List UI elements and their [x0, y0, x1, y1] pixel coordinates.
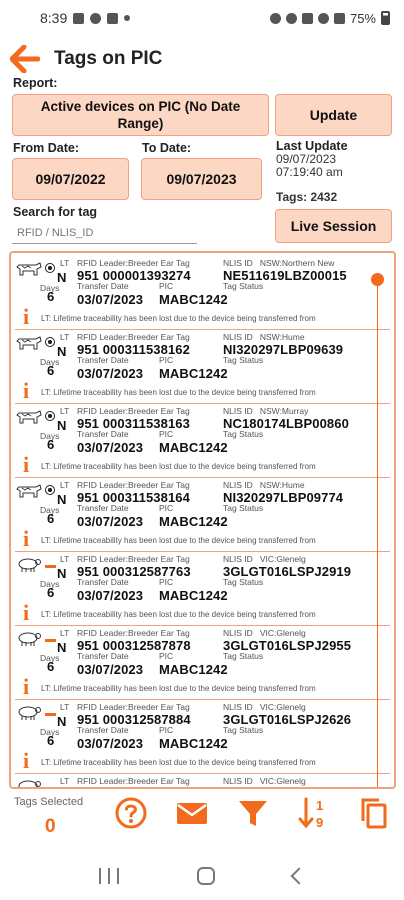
cloud-notification-icon: [90, 13, 101, 24]
search-input[interactable]: [12, 222, 197, 244]
lt-label: LT: [60, 776, 70, 786]
region-label: NSW:Murray: [259, 406, 309, 416]
transfer-date-value: 03/07/2023: [77, 736, 144, 751]
rfid-label: RFID Leader:Breeder Ear Tag: [77, 332, 190, 342]
page-title: Tags on PIC: [54, 48, 163, 69]
tag-status-label: Tag Status: [223, 503, 264, 513]
update-button[interactable]: Update: [275, 94, 392, 136]
lt-value: N: [57, 640, 67, 655]
signal-icon: [334, 13, 345, 24]
nlis-label: NLIS ID NSW:Murray: [223, 406, 309, 416]
alarm-icon: [270, 13, 281, 24]
region-label: NSW:Hume: [259, 480, 305, 490]
radio-dot-icon: [45, 337, 55, 347]
tags-selected-count: 0: [45, 816, 56, 837]
rfid-label: RFID Leader:Breeder Ear Tag: [77, 776, 190, 786]
region-label: VIC:Glenelg: [259, 702, 306, 712]
transfer-date-label: Transfer Date: [77, 281, 129, 291]
nlis-label: NLIS ID VIC:Glenelg: [223, 776, 306, 786]
tag-row[interactable]: [15, 626, 390, 700]
radio-dot-icon: [45, 411, 55, 421]
tag-row[interactable]: [15, 478, 390, 552]
nlis-id-value: NE511619LBZ00015: [223, 268, 347, 283]
lt-value: N: [57, 566, 67, 581]
wifi-icon: [318, 13, 329, 24]
recents-icon[interactable]: [99, 868, 119, 884]
help-icon[interactable]: [114, 796, 148, 830]
last-update-info: [276, 140, 348, 179]
lt-label: LT: [60, 406, 70, 416]
info-icon[interactable]: i: [23, 600, 30, 625]
transfer-date-label: Transfer Date: [77, 355, 129, 365]
sheep-icon: [16, 557, 42, 573]
rfid-value: 951 000311538164: [77, 490, 190, 505]
nlis-id-value: 3GLGT016LSPJ2626: [223, 712, 352, 727]
transfer-date-label: Transfer Date: [77, 725, 129, 735]
lt-message: LT: Lifetime traceability has been lost due to the device being transferred from: [41, 314, 316, 323]
tag-list[interactable]: [9, 251, 396, 789]
days-value: 6: [47, 437, 55, 452]
cow-icon: [16, 335, 42, 351]
transfer-date-value: 03/07/2023: [77, 514, 144, 529]
nlis-label: NLIS ID VIC:Glenelg: [223, 702, 306, 712]
pic-value: MABC1242: [159, 292, 228, 307]
days-label: Days: [40, 727, 60, 737]
device-status-indicator: [45, 485, 55, 495]
lt-message: LT: Lifetime traceability has been lost due to the device being transferred from: [41, 536, 316, 545]
sort-icon[interactable]: [297, 796, 331, 830]
lt-label: LT: [60, 628, 70, 638]
image-notification-icon: [107, 13, 118, 24]
pic-label: PIC: [159, 725, 174, 735]
tags-selected-label: Tags Selected: [14, 796, 84, 808]
transfer-date-value: 03/07/2023: [77, 366, 144, 381]
pic-label: PIC: [159, 355, 174, 365]
info-icon[interactable]: i: [23, 304, 30, 329]
search-label: Search for tag: [13, 205, 98, 219]
device-status-indicator: [45, 337, 55, 347]
last-update-label: Last Update: [276, 139, 348, 153]
tag-status-label: Tag Status: [223, 577, 264, 587]
nlis-id-value: NI320297LBP09639: [223, 342, 344, 357]
cow-icon: [16, 483, 42, 499]
days-value: 6: [47, 659, 55, 674]
lt-message: LT: Lifetime traceability has been lost due to the device being transferred from: [41, 684, 316, 693]
from-date-button[interactable]: 09/07/2022: [12, 158, 129, 200]
tag-status-label: Tag Status: [223, 281, 264, 291]
from-date-label: From Date:: [13, 141, 79, 155]
device-status-indicator: [45, 633, 56, 642]
pic-value: MABC1242: [159, 662, 228, 677]
report-label: Report:: [13, 76, 58, 90]
rfid-value: 951 000311538162: [77, 342, 190, 357]
days-value: 6: [47, 289, 55, 304]
back-icon[interactable]: [291, 868, 308, 885]
radio-dot-icon: [45, 485, 55, 495]
days-label: Days: [40, 431, 60, 441]
device-status-indicator: [45, 781, 56, 789]
sheep-icon: [16, 631, 42, 647]
status-bar: [0, 0, 404, 36]
days-value: 6: [47, 511, 55, 526]
lt-label: LT: [60, 554, 70, 564]
nlis-id-value: 3GLGT016LSPJ2955: [223, 638, 352, 653]
tag-row[interactable]: [15, 700, 390, 774]
lt-label: LT: [60, 258, 70, 268]
pic-label: PIC: [159, 503, 174, 513]
cow-icon: [16, 261, 42, 277]
lt-message: LT: Lifetime traceability has been lost due to the device being transferred from: [41, 462, 316, 471]
days-label: Days: [40, 579, 60, 589]
lt-value: N: [57, 270, 67, 285]
scrollbar-thumb[interactable]: [371, 273, 384, 286]
device-status-indicator: [45, 263, 55, 273]
tag-row[interactable]: [15, 256, 390, 330]
info-icon[interactable]: i: [23, 378, 30, 403]
transfer-date-label: Transfer Date: [77, 429, 129, 439]
pic-value: MABC1242: [159, 588, 228, 603]
lt-value: N: [57, 344, 67, 359]
back-arrow-icon[interactable]: [10, 45, 40, 73]
tag-row[interactable]: [15, 404, 390, 478]
dash-icon: [45, 787, 56, 789]
pic-value: MABC1242: [159, 736, 228, 751]
tag-status-label: Tag Status: [223, 429, 264, 439]
pic-label: PIC: [159, 281, 174, 291]
lt-message: LT: Lifetime traceability has been lost due to the device being transferred from: [41, 388, 316, 397]
transfer-date-label: Transfer Date: [77, 577, 129, 587]
tag-row[interactable]: [15, 774, 390, 789]
region-label: VIC:Glenelg: [259, 554, 306, 564]
scrollbar-track[interactable]: [377, 278, 378, 788]
pic-value: MABC1242: [159, 440, 228, 455]
transfer-date-label: Transfer Date: [77, 651, 129, 661]
lt-value: N: [57, 714, 67, 729]
info-icon[interactable]: i: [23, 748, 30, 773]
home-icon[interactable]: [197, 867, 215, 885]
days-label: Days: [40, 283, 60, 293]
rfid-label: RFID Leader:Breeder Ear Tag: [77, 554, 190, 564]
pic-label: PIC: [159, 577, 174, 587]
battery-icon: [381, 11, 390, 25]
info-icon[interactable]: i: [23, 452, 30, 477]
nlis-label: NLIS ID NSW:Hume: [223, 480, 305, 490]
nlis-label: NLIS ID VIC:Glenelg: [223, 554, 306, 564]
days-label: Days: [40, 505, 60, 515]
battery-percent: 75%: [349, 10, 376, 26]
report-select-button[interactable]: Active devices on PIC (No Date Range): [12, 94, 269, 136]
days-value: 6: [47, 585, 55, 600]
dot-notification-icon: [124, 15, 130, 21]
days-value: 6: [47, 733, 55, 748]
days-label: Days: [40, 653, 60, 663]
region-label: NSW:Hume: [259, 332, 305, 342]
region-label: VIC:Glenelg: [259, 776, 306, 786]
transfer-date-value: 03/07/2023: [77, 662, 144, 677]
rfid-value: 951 000312587878: [77, 638, 191, 653]
pic-label: PIC: [159, 651, 174, 661]
bottom-toolbar: [0, 792, 404, 842]
filter-icon[interactable]: [236, 796, 270, 830]
nlis-label: NLIS ID NSW:Northern New: [223, 258, 335, 268]
rfid-value: 951 000312587763: [77, 564, 191, 579]
dash-icon: [45, 639, 56, 642]
tag-row[interactable]: [15, 330, 390, 404]
nlis-id-value: NI320297LBP09774: [223, 490, 344, 505]
rfid-label: RFID Leader:Breeder Ear Tag: [77, 702, 190, 712]
rfid-label: RFID Leader:Breeder Ear Tag: [77, 406, 190, 416]
system-nav-bar: [0, 852, 404, 900]
svg-text:9: 9: [316, 815, 324, 830]
rfid-label: RFID Leader:Breeder Ear Tag: [77, 628, 190, 638]
nlis-label: NLIS ID NSW:Hume: [223, 332, 305, 342]
dash-icon: [45, 713, 56, 716]
transfer-date-label: Transfer Date: [77, 503, 129, 513]
dash-icon: [45, 565, 56, 568]
tag-status-label: Tag Status: [223, 725, 264, 735]
pic-value: MABC1242: [159, 514, 228, 529]
region-label: NSW:Northern New: [259, 258, 335, 268]
radio-dot-icon: [45, 263, 55, 273]
nlis-id-value: NC180174LBP00860: [223, 416, 349, 431]
rfid-value: 951 000312587884: [77, 712, 191, 727]
to-date-button[interactable]: 09/07/2023: [141, 158, 262, 200]
device-status-indicator: [45, 707, 56, 716]
lt-label: LT: [60, 480, 70, 490]
lt-value: N: [57, 418, 67, 433]
status-time: 8:39: [40, 10, 68, 26]
transfer-date-value: 03/07/2023: [77, 440, 144, 455]
tag-status-label: Tag Status: [223, 355, 264, 365]
transfer-date-value: 03/07/2023: [77, 292, 144, 307]
rfid-label: RFID Leader:Breeder Ear Tag: [77, 480, 190, 490]
to-date-label: To Date:: [142, 141, 192, 155]
vibrate-icon: [302, 13, 313, 24]
pic-value: MABC1242: [159, 366, 228, 381]
info-icon[interactable]: i: [23, 674, 30, 699]
last-update-date: 09/07/2023: [276, 152, 337, 166]
app-header: [10, 44, 162, 74]
svg-text:1: 1: [316, 798, 324, 813]
lt-label: LT: [60, 332, 70, 342]
mail-icon[interactable]: [175, 796, 209, 830]
sheep-icon: [16, 779, 42, 789]
lt-message: LT: Lifetime traceability has been lost due to the device being transferred from: [41, 758, 316, 767]
pic-label: PIC: [159, 429, 174, 439]
last-update-time: 07:19:40 am: [276, 165, 343, 179]
nlis-id-value: 3GLGT016LSPJ2919: [223, 564, 352, 579]
rfid-value: 951 000001393274: [77, 268, 191, 283]
tags-count: Tags: 2432: [276, 190, 338, 204]
bluetooth-icon: [286, 13, 297, 24]
device-status-indicator: [45, 411, 55, 421]
device-status-indicator: [45, 559, 56, 568]
copy-icon[interactable]: [357, 796, 391, 830]
tag-row[interactable]: [15, 552, 390, 626]
region-label: VIC:Glenelg: [259, 628, 306, 638]
lt-label: LT: [60, 702, 70, 712]
gallery-notification-icon: [73, 13, 84, 24]
days-label: Days: [40, 357, 60, 367]
cow-icon: [16, 409, 42, 425]
transfer-date-value: 03/07/2023: [77, 588, 144, 603]
nlis-label: NLIS ID VIC:Glenelg: [223, 628, 306, 638]
tag-status-label: Tag Status: [223, 651, 264, 661]
lt-message: LT: Lifetime traceability has been lost due to the device being transferred from: [41, 610, 316, 619]
rfid-value: 951 000311538163: [77, 416, 190, 431]
info-icon[interactable]: i: [23, 526, 30, 551]
rfid-label: RFID Leader:Breeder Ear Tag: [77, 258, 190, 268]
live-session-button[interactable]: Live Session: [275, 209, 392, 243]
lt-value: N: [57, 492, 67, 507]
sheep-icon: [16, 705, 42, 721]
days-value: 6: [47, 363, 55, 378]
